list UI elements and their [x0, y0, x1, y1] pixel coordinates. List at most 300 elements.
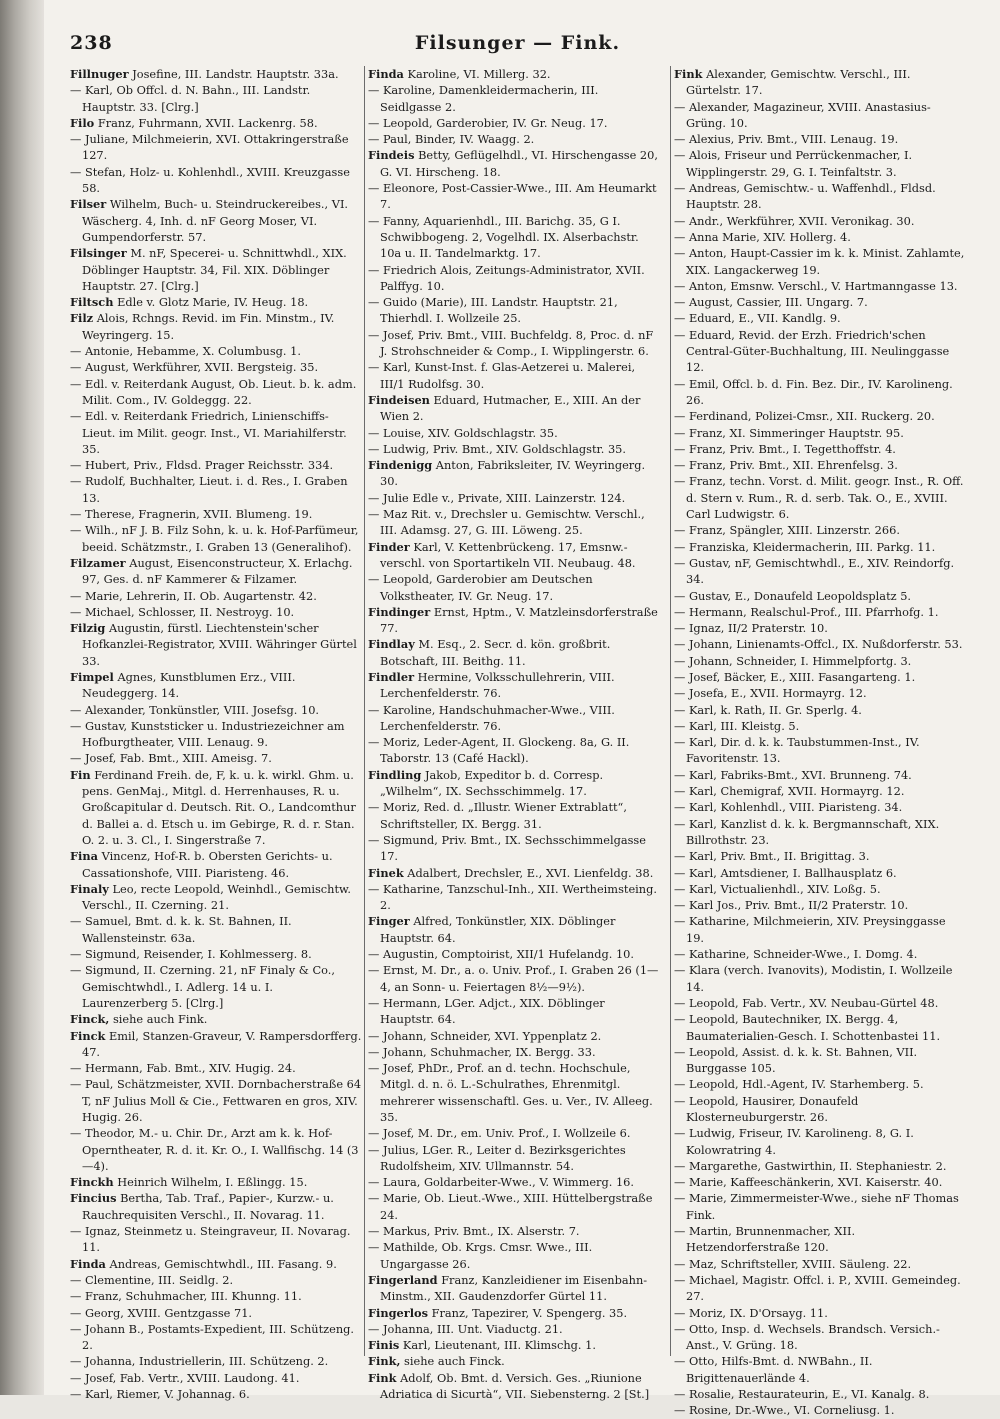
directory-entry: [70, 620, 362, 669]
entry-text: — Gustav, nF, Gemischtwhdl., E., XIV. Reindorfg. 34.: [674, 555, 955, 587]
entry-text: — Otto, Hilfs-Bmt. d. NWBahn., II. Brigittenauerlände 4.: [674, 1354, 873, 1385]
directory-entry: [674, 653, 966, 669]
entry-text: — Karl Jos., Priv. Bmt., II/2 Praterstr. 10.: [674, 898, 909, 913]
entry-headword: Findeis: [368, 148, 415, 163]
entry-text: Alois, Rchngs. Revid. im Fin. Minstm., IV. Weyringerg. 15.: [82, 311, 335, 342]
directory-entry: [70, 82, 362, 115]
directory-entry: [70, 881, 362, 914]
entry-text: — Josef, PhDr., Prof. an d. techn. Hochschule, Mitgl. d. n. ö. L.-Schulrathes, Ehrenmitgl. mehrerer wissenschaftl. Ges. u. Ver., IV. Alleeg. 35.: [368, 1061, 653, 1124]
entry-text: Ferdinand Freih. de, F, k. u. k. wirkl. Ghm. u. pens. GenMaj., Mitgl. d. Herrenhauses, R. u. Großcapitular d. Deutsch. Rit. O., Landcomthur d. Ballei a. d. Etsch u. im Gebirge, R. d. r. Stan. O. 2. u. 3. Cl., I. Singerstraße 7.: [82, 767, 356, 847]
entry-text: Adalbert, Drechsler, E., XVI. Lienfeldg. 38.: [407, 865, 654, 880]
entry-text: Leo, recte Leopold, Weinhdl., Gemischtw. Verschl., II. Czerning. 21.: [82, 881, 351, 913]
directory-entry: [70, 669, 362, 702]
entry-text: — Laura, Goldarbeiter-Wwe., V. Wimmerg. 16.: [368, 1175, 634, 1190]
entry-text: Betty, Geflügelhdl., VI. Hirschengasse 20, G. VI. Hirscheng. 18.: [380, 148, 658, 179]
directory-entry: [70, 848, 362, 881]
entry-text: — Alois, Friseur und Perrückenmacher, I. Wipplingerstr. 29, G. I. Teinfaltstr. 3.: [674, 148, 913, 179]
entry-headword: Finis: [368, 1338, 400, 1353]
entry-text: — Katharine, Milchmeierin, XIV. Preysinggasse 19.: [674, 914, 946, 945]
entry-text: Anton, Fabriksleiter, IV. Weyringerg. 30.: [380, 458, 646, 489]
entry-text: M. Esq., 2. Secr. d. kön. großbrit. Botschaft, III. Beithg. 11.: [380, 637, 611, 668]
entry-text: — Alexander, Magazineur, XVIII. Anastasius-Grüng. 10.: [674, 99, 931, 130]
entry-text: — Anna Marie, XIV. Hollerg. 4.: [674, 229, 851, 244]
entry-text: — Leopold, Fab. Vertr., XV. Neubau-Gürtel 48.: [674, 995, 939, 1010]
entry-headword: Filser: [70, 197, 107, 212]
entry-text: — Julius, LGer. R., Leiter d. Bezirksgerichtes Rudolfsheim, XIV. Ullmannstr. 54.: [368, 1142, 626, 1173]
entry-text: — Karl, III. Kleistg. 5.: [674, 718, 800, 733]
directory-entry: [674, 1158, 966, 1174]
entry-text: Alexander, Gemischtw. Verschl., III. Gürtelstr. 17.: [686, 67, 911, 98]
entry-text: — Josef, M. Dr., em. Univ. Prof., I. Wollzeile 6.: [368, 1126, 631, 1141]
entry-headword: Finda: [70, 1256, 106, 1271]
directory-entry: [70, 962, 362, 1011]
entry-text: — Hermann, Realschul-Prof., III. Pfarrhofg. 1.: [674, 604, 939, 619]
directory-entry: [674, 962, 966, 995]
entry-text: — Gustav, Kunststicker u. Industriezeichner am Hofburgtheater, VIII. Lenaug. 9.: [70, 718, 345, 750]
directory-entry: [674, 1272, 966, 1305]
directory-entry: [70, 506, 362, 522]
directory-entry: [70, 718, 362, 751]
entry-text: Josefine, III. Landstr. Hauptstr. 33a.: [132, 67, 339, 81]
entry-text: — Josef, Bäcker, E., XIII. Fasangarteng. 1.: [674, 669, 916, 684]
entry-headword: Findinger: [368, 604, 431, 619]
entry-text: — Paul, Binder, IV. Waagg. 2.: [368, 132, 535, 147]
directory-entry: [70, 245, 362, 294]
directory-entry: [70, 131, 362, 164]
directory-column-2: [368, 66, 660, 1402]
directory-entry: [674, 376, 966, 409]
entry-text: — Johanna, III. Unt. Viaductg. 21.: [368, 1321, 563, 1336]
entry-text: Emil, Stanzen-Graveur, V. Rampersdorfferg. 47.: [82, 1028, 362, 1059]
page-header: [70, 32, 965, 60]
entry-text: — August, Cassier, III. Ungarg. 7.: [674, 295, 868, 310]
entry-headword: Fimpel: [70, 669, 114, 684]
entry-text: — Leopold, Garderobier am Deutschen Volkstheater, IV. Gr. Neug. 17.: [368, 572, 593, 603]
entry-headword: Fingerlos: [368, 1305, 428, 1320]
directory-entry: [368, 490, 660, 506]
directory-entry: [368, 913, 660, 946]
entry-headword: Findeisen: [368, 392, 430, 407]
entry-text: — Augustin, Comptoirist, XII/1 Hufelandg. 10.: [368, 947, 634, 962]
page-number: 238: [70, 32, 113, 54]
entry-text: — Maz Rit. v., Drechsler u. Gemischtw. Verschl., III. Adamsg. 27, G. III. Löweng. 25.: [368, 507, 645, 538]
entry-text: — Leopold, Garderobier, IV. Gr. Neug. 17.: [368, 115, 608, 130]
entry-text: Andreas, Gemischtwhdl., III. Fasang. 9.: [109, 1256, 337, 1271]
entry-text: Heinrich Wilhelm, I. Eßlingg. 15.: [117, 1175, 308, 1190]
entry-text: — Johann, Schneider, XVI. Yppenplatz 2.: [368, 1028, 602, 1043]
directory-column-1: [70, 66, 362, 1402]
entry-text: — Ignaz, II/2 Praterstr. 10.: [674, 621, 828, 636]
directory-entry: [70, 457, 362, 473]
entry-headword: Finaly: [70, 881, 109, 896]
directory-entry: [70, 1288, 362, 1304]
directory-entry: [70, 1370, 362, 1386]
entry-text: — Julie Edle v., Private, XIII. Lainzerstr. 124.: [368, 490, 626, 505]
entry-headword: Fincius: [70, 1191, 117, 1206]
entry-text: — Anton, Haupt-Cassier im k. k. Minist. Zahlamte, XIX. Langackerweg 19.: [674, 246, 965, 277]
directory-entry: [674, 1305, 966, 1321]
entry-text: — Klara (verch. Ivanovits), Modistin, I. Wollzeile 14.: [674, 963, 953, 994]
directory-entry: [368, 441, 660, 457]
entry-text: Franz, Tapezirer, V. Spengerg. 35.: [431, 1305, 628, 1320]
entry-text: — Karl, Dir. d. k. k. Taubstummen-Inst., IV. Favoritenstr. 13.: [674, 735, 920, 766]
entry-text: Edle v. Glotz Marie, IV. Heug. 18.: [117, 295, 309, 310]
entry-headword: Filsinger: [70, 246, 127, 261]
entry-text: — Theodor, M.- u. Chir. Dr., Arzt am k. k. Hof-Operntheater, R. d. it. Kr. O., I. Wallfischg. 14 (3—4).: [70, 1126, 359, 1173]
entry-text: — Josef, Priv. Bmt., VIII. Buchfeldg. 8, Proc. d. nF J. Strohschneider & Comp., I. Wipplingerstr. 6.: [368, 327, 654, 359]
entry-text: — Edl. v. Reiterdank August, Ob. Lieut. b. k. adm. Milit. Com., IV. Goldeggg. 22.: [70, 376, 357, 407]
directory-entry: [368, 180, 660, 213]
directory-entry: [368, 506, 660, 539]
entry-text: — Karl, Victualienhdl., XIV. Loßg. 5.: [674, 881, 881, 896]
entry-text: — Hermann, Fab. Bmt., XIV. Hugig. 24.: [70, 1061, 296, 1076]
directory-entry: [70, 1321, 362, 1354]
directory-entry: [674, 783, 966, 799]
directory-entry: [70, 294, 362, 310]
directory-entry: [70, 1386, 362, 1402]
entry-text: — Alexander, Tonkünstler, VIII. Josefsg. 10.: [70, 702, 320, 717]
entry-text: — Markus, Priv. Bmt., IX. Alserstr. 7.: [368, 1224, 580, 1239]
directory-entry: [368, 1239, 660, 1272]
entry-text: — Fanny, Aquarienhdl., III. Barichg. 35, G I. Schwibbogeng. 2, Vogelhdl. IX. Alserbachstr. 10a u. II. Tandelmarktg. 17.: [368, 213, 639, 261]
entry-text: Adolf, Ob. Bmt. d. Versich. Ges. „Riunione Adriatica di Sicurtà“, VII. Siebensterng. 2 [St.]: [380, 1370, 650, 1402]
directory-entry: [70, 1190, 362, 1223]
entry-text: — Michael, Magistr. Offcl. i. P., XVIII. Gemeindeg. 27.: [674, 1272, 961, 1304]
directory-entry: [70, 343, 362, 359]
entry-text: — Johann, Schneider, I. Himmelpfortg. 3.: [674, 653, 912, 668]
entry-text: M. nF, Specerei- u. Schnittwhdl., XIX. Döblinger Hauptstr. 34, Fil. XIX. Döblinger Hauptstr. 27. [Clrg.]: [82, 246, 347, 293]
directory-entry: [674, 946, 966, 962]
directory-entry: [70, 473, 362, 506]
directory-entry: [368, 669, 660, 702]
directory-entry: [368, 66, 660, 82]
directory-entry: [368, 1223, 660, 1239]
directory-entry: [368, 294, 660, 327]
directory-entry: [674, 213, 966, 229]
entry-text: — Alexius, Priv. Bmt., VIII. Lenaug. 19.: [674, 132, 899, 147]
entry-text: Alfred, Tonkünstler, XIX. Döblinger Hauptstr. 64.: [380, 914, 616, 945]
directory-entry: [674, 1174, 966, 1190]
entry-text: — Georg, XVIII. Gentzgasse 71.: [70, 1305, 253, 1320]
entry-text: — Louise, XIV. Goldschlagstr. 35.: [368, 425, 558, 440]
entry-text: — Sigmund, Priv. Bmt., IX. Sechsschimmelgasse 17.: [368, 832, 646, 864]
directory-entry: [674, 294, 966, 310]
directory-entry: [674, 1125, 966, 1158]
directory-entry: [70, 946, 362, 962]
entry-text: Wilhelm, Buch- u. Steindruckereibes., VI. Wäscherg. 4, Inh. d. nF Georg Moser, VI. Gumpendorferstr. 57.: [82, 197, 349, 244]
entry-text: Franz, Fuhrmann, XVII. Lackenrg. 58.: [97, 115, 318, 130]
entry-text: Eduard, Hutmacher, E., XIII. An der Wien 2.: [380, 392, 641, 424]
entry-text: — Maz, Schriftsteller, XVIII. Säuleng. 22.: [674, 1256, 912, 1271]
directory-entry: [70, 1011, 362, 1027]
directory-entry: [70, 1256, 362, 1272]
entry-text: August, Eisenconstructeur, X. Erlachg. 97, Ges. d. nF Kammerer & Filzamer.: [82, 555, 353, 587]
directory-entry: [674, 767, 966, 783]
entry-text: Franz, Kanzleidiener im Eisenbahn-Minstm., XII. Gaudenzdorfer Gürtel 11.: [380, 1272, 648, 1304]
entry-text: — Rosine, Dr.-Wwe., VI. Corneliusg. 1.: [674, 1403, 895, 1418]
directory-entry: [368, 1060, 660, 1125]
directory-entry: [674, 1093, 966, 1126]
directory-entry: [70, 1305, 362, 1321]
entry-text: — Ferdinand, Polizei-Cmsr., XII. Ruckerg. 20.: [674, 409, 935, 424]
directory-entry: [368, 1125, 660, 1141]
entry-text: — Eduard, E., VII. Kandlg. 9.: [674, 311, 841, 326]
directory-entry: [70, 1223, 362, 1256]
directory-entry: [368, 1305, 660, 1321]
entry-text: — Edl. v. Reiterdank Friedrich, Linienschiffs-Lieut. im Milit. geogr. Inst., VI. Mariahilferstr. 35.: [70, 409, 347, 456]
directory-entry: [674, 99, 966, 132]
directory-entry: [70, 555, 362, 588]
directory-column-3: [674, 66, 966, 1418]
directory-entry: [674, 555, 966, 588]
running-title: Filsunger — Fink.: [414, 32, 621, 54]
directory-entry: [674, 913, 966, 946]
entry-text: — Marie, Zimmermeister-Wwe., siehe nF Thomas Fink.: [674, 1191, 959, 1222]
directory-entry: [70, 115, 362, 131]
directory-entry: [674, 685, 966, 701]
directory-entry: [368, 604, 660, 637]
directory-entry: [368, 1353, 660, 1369]
entry-text: — Franz, XI. Simmeringer Hauptstr. 95.: [674, 425, 904, 440]
entry-text: — Martin, Brunnenmacher, XII. Hetzendorferstraße 120.: [674, 1224, 856, 1255]
directory-entry: [70, 702, 362, 718]
entry-headword: Finger: [368, 914, 410, 929]
directory-entry: [368, 425, 660, 441]
entry-text: — Franz, techn. Vorst. d. Milit. geogr. Inst., R. Off. d. Stern v. Rum., R. d. serb. Tak. O., E., XVIII. Carl Ludwigstr. 6.: [674, 474, 964, 522]
directory-entry: [674, 310, 966, 326]
entry-text: — Paul, Schätzmeister, XVII. Dornbacherstraße 64 T, nF Julius Moll & Cie., Fettwaren en gros, XIV. Hugig. 26.: [70, 1077, 362, 1124]
directory-entry: [368, 457, 660, 490]
directory-entry: [70, 1174, 362, 1190]
entry-text: — Wilh., nF J. B. Filz Sohn, k. u. k. Hof-Parfümeur, beeid. Schätzmstr., I. Graben 13 (Generalihof).: [70, 523, 359, 554]
entry-text: — Leopold, Hausirer, Donaufeld Klosterneuburgerstr. 26.: [674, 1093, 859, 1124]
entry-text: — Rudolf, Buchhalter, Lieut. i. d. Res., I. Graben 13.: [70, 474, 348, 505]
entry-text: — Hermann, LGer. Adjct., XIX. Döblinger Hauptstr. 64.: [368, 995, 605, 1027]
entry-text: — Mathilde, Ob. Krgs. Cmsr. Wwe., III. Ungargasse 26.: [368, 1240, 593, 1271]
entry-text: — Franz, Spängler, XIII. Linzerstr. 266.: [674, 523, 900, 538]
entry-text: — Karl, Riemer, V. Johannag. 6.: [70, 1387, 250, 1402]
directory-entry: [368, 539, 660, 572]
directory-entry: [674, 604, 966, 620]
directory-entry: [368, 636, 660, 669]
entry-text: Karl, Lieutenant, III. Klimschg. 1.: [402, 1338, 596, 1353]
directory-entry: [70, 376, 362, 409]
directory-entry: [368, 131, 660, 147]
directory-entry: [674, 702, 966, 718]
directory-entry: [674, 1223, 966, 1256]
entry-headword: Filo: [70, 115, 95, 130]
entry-text: Hermine, Volksschullehrerin, VIII. Lerchenfelderstr. 76.: [380, 669, 615, 701]
entry-text: Augustin, fürstl. Liechtenstein'scher Hofkanzlei-Registrator, XVIII. Währinger Gürtel 33.: [82, 621, 357, 668]
directory-entry: [674, 1044, 966, 1077]
entry-text: — Franz, Priv. Bmt., I. Tegetthoffstr. 4.: [674, 441, 896, 456]
directory-entry: [674, 1353, 966, 1386]
entry-text: — Otto, Insp. d. Wechsels. Brandsch. Versich.-Anst., V. Grüng. 18.: [674, 1321, 940, 1353]
directory-entry: [674, 799, 966, 815]
directory-entry: [674, 897, 966, 913]
directory-entry: [70, 604, 362, 620]
directory-entry: [70, 359, 362, 375]
directory-entry: [368, 865, 660, 881]
directory-entry: [368, 995, 660, 1028]
entry-headword: Finckh: [70, 1175, 114, 1190]
directory-entry: [368, 767, 660, 800]
entry-headword: Fillnuger: [70, 67, 129, 81]
entry-text: — Leopold, Bautechniker, IX. Bergg. 4, Baumaterialien-Gesch. I. Schottenbastei 11.: [674, 1012, 941, 1043]
directory-entry: [674, 473, 966, 522]
entry-text: — Ignaz, Steinmetz u. Steingraveur, II. Novarag. 11.: [70, 1224, 351, 1255]
entry-text: siehe auch Finck.: [404, 1354, 505, 1369]
directory-entry: [368, 359, 660, 392]
entry-text: — Ludwig, Friseur, IV. Karolineng. 8, G. I. Kolowratring 4.: [674, 1126, 914, 1157]
entry-text: — Marie, Lehrerin, II. Ob. Augartenstr. 42.: [70, 588, 317, 603]
directory-entry: [368, 1028, 660, 1044]
entry-text: — Johann, Schuhmacher, IX. Bergg. 33.: [368, 1044, 596, 1059]
directory-entry: [368, 1370, 660, 1403]
entry-text: — Michael, Schlosser, II. Nestroyg. 10.: [70, 604, 295, 619]
directory-entry: [674, 865, 966, 881]
entry-text: — Moriz, IX. D'Orsayg. 11.: [674, 1305, 828, 1320]
entry-text: — Josef, Fab. Vertr., XVIII. Laudong. 41.: [70, 1370, 300, 1385]
entry-text: — Friedrich Alois, Zeitungs-Administrator, XVII. Palffyg. 10.: [368, 262, 645, 293]
directory-entry: [368, 799, 660, 832]
entry-text: — Leopold, Hdl.-Agent, IV. Starhemberg. 5.: [674, 1077, 924, 1092]
entry-text: — Karl, Kunst-Inst. f. Glas-Aetzerei u. Malerei, III/1 Rudolfsg. 30.: [368, 360, 636, 391]
entry-text: — Ernst, M. Dr., a. o. Univ. Prof., I. Graben 26 (1—4, an Sonn- u. Feiertagen 8½—9½).: [368, 963, 659, 994]
entry-text: — Guido (Marie), III. Landstr. Hauptstr. 21, Thierhdl. I. Wollzeile 25.: [368, 295, 618, 326]
entry-headword: Findler: [368, 669, 415, 684]
entry-text: Bertha, Tab. Traf., Papier-, Kurzw.- u. Rauchrequisiten Verschl., II. Novarag. 11.: [82, 1191, 334, 1222]
entry-headword: Filzig: [70, 621, 106, 636]
entry-headword: Filzamer: [70, 555, 126, 570]
entry-text: — Leopold, Assist. d. k. k. St. Bahnen, VII. Burggasse 105.: [674, 1044, 918, 1076]
directory-entry: [368, 702, 660, 735]
directory-entry: [368, 1321, 660, 1337]
directory-entry: [674, 425, 966, 441]
entry-text: — Antonie, Hebamme, X. Columbusg. 1.: [70, 344, 301, 359]
entry-text: — Josef, Fab. Bmt., XIII. Ameisg. 7.: [70, 751, 272, 766]
directory-entry: [368, 213, 660, 262]
directory-entry: [70, 913, 362, 946]
entry-text: — Therese, Fragnerin, XVII. Blumeng. 19.: [70, 507, 313, 522]
entry-text: — Josefa, E., XVII. Hormayrg. 12.: [674, 686, 867, 701]
entry-headword: Fink,: [368, 1354, 401, 1369]
entry-text: — Rosalie, Restaurateurin, E., VI. Kanalg. 8.: [674, 1387, 930, 1402]
directory-entry: [674, 588, 966, 604]
directory-entry: [674, 522, 966, 538]
directory-entry: [70, 164, 362, 197]
directory-entry: [70, 310, 362, 343]
directory-entry: [368, 946, 660, 962]
directory-entry: [70, 1125, 362, 1174]
entry-text: — Katharine, Schneider-Wwe., I. Domg. 4.: [674, 947, 918, 962]
directory-entry: [368, 327, 660, 360]
entry-headword: Fina: [70, 849, 98, 864]
entry-text: — Karl, Fabriks-Bmt., XVI. Brunneng. 74.: [674, 767, 912, 782]
entry-text: — Sigmund, II. Czerning. 21, nF Finaly & Co., Gemischtwhdl., I. Adlerg. 14 u. I. Laurenzerberg 5. [Clrg.]: [70, 963, 335, 1010]
entry-text: — Karl, Priv. Bmt., II. Brigittag. 3.: [674, 849, 870, 864]
directory-entry: [674, 1256, 966, 1272]
directory-entry: [674, 180, 966, 213]
directory-entry: [674, 881, 966, 897]
entry-headword: Fin: [70, 767, 91, 782]
entry-text: — Margarethe, Gastwirthin, II. Stephaniestr. 2.: [674, 1158, 947, 1173]
directory-entry: [674, 327, 966, 376]
entry-text: — Andreas, Gemischtw.- u. Waffenhdl., Fldsd. Hauptstr. 28.: [674, 181, 936, 212]
directory-entry: [674, 995, 966, 1011]
entry-headword: Finek: [368, 865, 404, 880]
directory-entry: [70, 522, 362, 555]
directory-entry: [368, 571, 660, 604]
entry-text: — Ludwig, Priv. Bmt., XIV. Goldschlagstr. 35.: [368, 441, 626, 456]
entry-text: — Andr., Werkführer, XVII. Veronikag. 30.: [674, 213, 915, 228]
directory-entry: [674, 1011, 966, 1044]
directory-entry: [70, 408, 362, 457]
directory-entry: [674, 1190, 966, 1223]
entry-headword: Filtsch: [70, 295, 114, 310]
directory-entry: [674, 457, 966, 473]
entry-headword: Finda: [368, 67, 404, 81]
entry-headword: Fink: [674, 67, 703, 81]
directory-entry: [674, 1076, 966, 1092]
entry-text: — Samuel, Bmt. d. k. k. St. Bahnen, II. Wallensteinstr. 63a.: [70, 914, 292, 945]
entry-text: — Stefan, Holz- u. Kohlenhdl., XVIII. Kreuzgasse 58.: [70, 164, 350, 196]
directory-entry: [70, 1272, 362, 1288]
directory-entry: [674, 539, 966, 555]
entry-text: — Marie, Kaffeeschänkerin, XVI. Kaiserstr. 40.: [674, 1175, 943, 1190]
directory-entry: [674, 718, 966, 734]
directory-entry: [368, 1337, 660, 1353]
entry-headword: Filz: [70, 311, 94, 326]
directory-entry: [70, 66, 362, 82]
directory-entry: [368, 1174, 660, 1190]
directory-entry: [674, 848, 966, 864]
directory-entry: [674, 669, 966, 685]
entry-headword: Findling: [368, 767, 422, 782]
entry-text: — Karl, Kanzlist d. k. k. Bergmannschaft, XIX. Billrothstr. 23.: [674, 816, 940, 847]
entry-text: Ernst, Hptm., V. Matzleinsdorferstraße 77.: [380, 604, 658, 636]
directory-entry: [368, 734, 660, 767]
entry-text: — Karl, Ob Offcl. d. N. Bahn., III. Landstr. Hauptstr. 33. [Clrg.]: [70, 83, 311, 114]
entry-text: — Eleonore, Post-Cassier-Wwe., III. Am Heumarkt 7.: [368, 181, 657, 212]
entry-headword: Findlay: [368, 637, 415, 652]
directory-entry: [368, 1272, 660, 1305]
entry-text: — Clementine, III. Seidlg. 2.: [70, 1272, 234, 1287]
directory-entry: [368, 392, 660, 425]
entry-text: — Marie, Ob. Lieut.-Wwe., XIII. Hüttelbergstraße 24.: [368, 1191, 653, 1222]
directory-entry: [674, 229, 966, 245]
entry-headword: Finck,: [70, 1012, 110, 1027]
entry-text: — Johann B., Postamts-Expedient, III. Schützeng. 2.: [70, 1321, 355, 1353]
directory-entry: [70, 1353, 362, 1369]
entry-text: — Karl, Amtsdiener, I. Ballhausplatz 6.: [674, 865, 897, 880]
entry-text: — Moriz, Red. d. „Illustr. Wiener Extrablatt“, Schriftsteller, IX. Bergg. 31.: [368, 800, 627, 831]
entry-headword: Fingerland: [368, 1272, 438, 1287]
directory-entry: [70, 588, 362, 604]
directory-entry: [674, 408, 966, 424]
entry-text: — Sigmund, Reisender, I. Kohlmesserg. 8.: [70, 947, 312, 962]
entry-text: Agnes, Kunstblumen Erz., VIII. Neudeggerg. 14.: [82, 669, 296, 701]
directory-entry: [674, 441, 966, 457]
entry-text: — Karoline, Damenkleidermacherin, III. Seidlgasse 2.: [368, 83, 599, 114]
directory-entry: [674, 147, 966, 180]
entry-text: — Franz, Schuhmacher, III. Khunng. 11.: [70, 1289, 302, 1304]
directory-entry: [368, 147, 660, 180]
entry-text: — Karoline, Handschuhmacher-Wwe., VIII. Lerchenfelderstr. 76.: [368, 702, 615, 733]
book-binding-shadow: [0, 0, 44, 1395]
directory-entry: [70, 767, 362, 848]
directory-columns: [70, 66, 965, 1418]
